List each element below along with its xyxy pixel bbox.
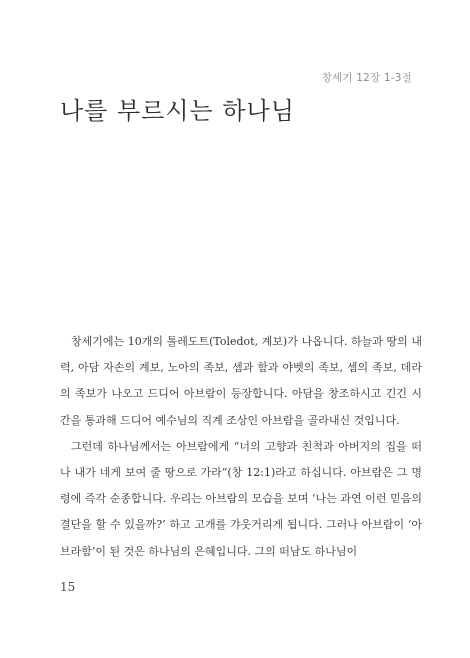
paragraph: 창세기에는 10개의 톨레도트(Toledot, 계보)가 나옵니다. 하늘과 땅의 내력, 아담 자손의 계보, 노아의 족보, 셈과 함과 야벳의 족보, 셈의 족보, 데라의 족보가 나오고 드디어 아브람이 등장합니다. 아담을 창조하시고 긴긴 시간을 통과해 드디어 예수님의 직계 조상인 아브람을 골라내신 것입니다. [60, 335, 422, 427]
page-title: 나를 부르시는 하나님 [60, 97, 295, 125]
paragraph: 그런데 하나님께서는 아브람에게 “너의 고향과 친척과 아버지의 집을 떠나 내가 네게 보여 줄 땅으로 가라”(창 12:1)라고 하십니다. 아브람은 그 명령에 즉각 순종합니다. 우리는 아브람의 모습을 보며 ‘나는 과연 이런 믿음의 결단을 할 수 있을까?’ 하고 고개를 갸웃거리게 됩니다. 그러나 아브람이 ‘아브라함’이 된 것은 하나님의 은혜입니다. 그의 떠남도 하나님이 [60, 439, 422, 558]
body-text [60, 329, 422, 565]
chapter-reference: 창세기 12장 1-3절 [321, 72, 412, 84]
page-number: 15 [60, 580, 76, 594]
